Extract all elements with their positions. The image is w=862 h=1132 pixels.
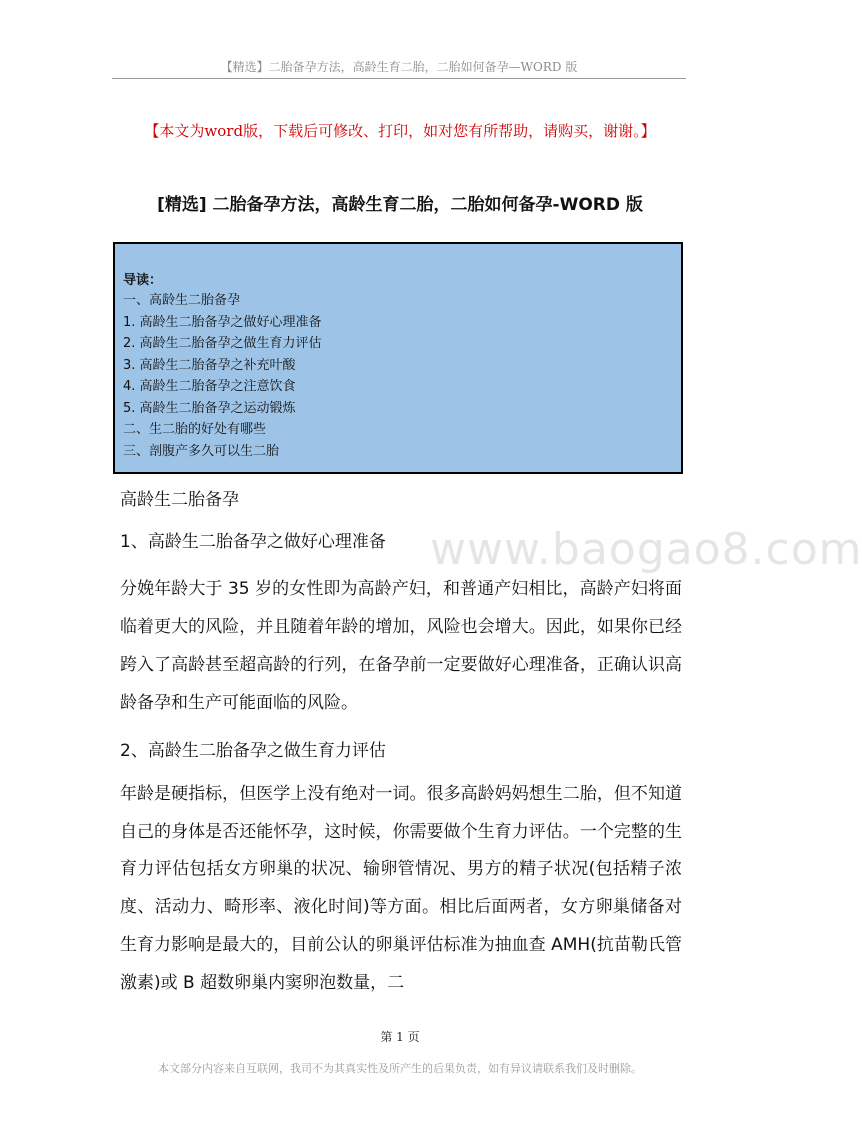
table-of-contents xyxy=(113,242,683,474)
page-header: 【精选】二胎备孕方法，高龄生育二胎，二胎如何备孕—WORD 版 xyxy=(220,60,578,74)
header-divider xyxy=(112,78,686,79)
watermark: www.baogao8.com xyxy=(430,524,862,575)
toc-item: 三、剖腹产多久可以生二胎 xyxy=(123,443,280,459)
paragraph-1: 分娩年龄大于 35 岁的女性即为高龄产妇，和普通产妇相比，高龄产妇将面临着更大的风险，并且随着年龄的增加，风险也会增大。因此，如果你已经跨入了高龄甚至超高龄的行列，在备孕前一定要做好心理准备，正确认识高龄备孕和生产可能面临的风险。 xyxy=(120,579,682,713)
page-number: 第 1 页 xyxy=(380,1030,420,1044)
document-title: [精选] 二胎备孕方法，高龄生育二胎，二胎如何备孕-WORD 版 xyxy=(157,195,643,215)
subsection-heading-2: 2、高龄生二胎备孕之做生育力评估 xyxy=(120,741,386,761)
toc-item: 1. 高龄生二胎备孕之做好心理准备 xyxy=(123,314,322,330)
subsection-heading-1: 1、高龄生二胎备孕之做好心理准备 xyxy=(120,532,386,552)
toc-item: 2. 高龄生二胎备孕之做生育力评估 xyxy=(123,336,322,351)
paragraph-2: 年龄是硬指标，但医学上没有绝对一词。很多高龄妈妈想生二胎，但不知道自己的身体是否还能怀孕，这时候，你需要做个生育力评估。一个完整的生育力评估包括女方卵巢的状况、输卵管情况、男方的精子状况(包括精子浓度、活动力、畸形率、液化时间)等方面。相比后面两者，女方卵巢储备对生育力影响是最大的，目前公认的卵巢评估标准为抽血查 AMH(抗苗勒氏管激素)或 B 超数卵巢内窦卵泡数量，二 xyxy=(120,784,682,993)
toc-item: 5. 高龄生二胎备孕之运动锻炼 xyxy=(123,400,296,416)
word-version-notice: 【本文为word版，下载后可修改、打印，如对您有所帮助，请购买，谢谢。】 xyxy=(144,122,656,140)
toc-item: 二、生二胎的好处有哪些 xyxy=(123,422,267,437)
toc-item: 3. 高龄生二胎备孕之补充叶酸 xyxy=(123,357,296,373)
section-heading: 高龄生二胎备孕 xyxy=(120,490,239,510)
toc-heading: 导读： xyxy=(123,273,163,288)
page-footer-disclaimer: 本文部分内容来自互联网，我司不为其真实性及所产生的后果负责，如有异议请联系我们及时删除。 xyxy=(158,1062,642,1075)
toc-item: 一、高龄生二胎备孕 xyxy=(123,293,241,308)
toc-item: 4. 高龄生二胎备孕之注意饮食 xyxy=(123,379,296,394)
